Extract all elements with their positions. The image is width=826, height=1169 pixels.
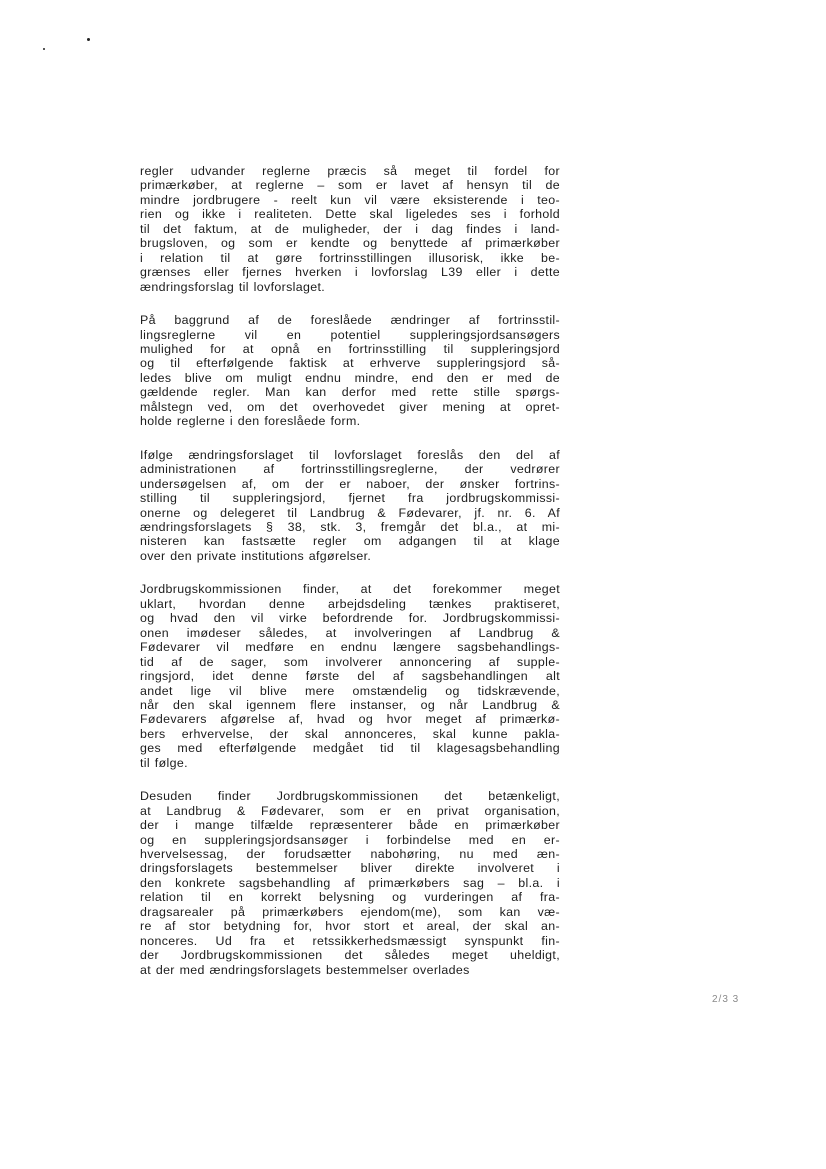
text-line: målstegn ved, om det overhovedet giver mening at opret- (140, 399, 560, 414)
text-line: dragsarealer på primærkøbers ejendom(me), som kan væ- (140, 904, 560, 919)
text-line: brugsloven, og som er kendte og benyttede af primærkøber (140, 236, 560, 251)
text-line: at der med ændringsforslagets bestemmelser overlades (140, 962, 470, 977)
text-line: når den skal igennem flere instanser, og når Landbrug & (140, 697, 560, 712)
paragraph (140, 313, 560, 429)
paragraph (140, 448, 560, 564)
text-line: stilling til suppleringsjord, fjernet fra jordbrugskommissi- (140, 491, 560, 506)
text-line: tid af de sager, som involverer annoncering af supple- (140, 654, 560, 669)
text-line: i relation til at gøre fortrinsstillingen illusorisk, ikke be- (140, 250, 560, 265)
text-line: administrationen af fortrinsstillingsreglerne, der vedrører (140, 462, 560, 477)
text-line: til følge. (140, 755, 188, 770)
text-line: andet lige vil blive mere omstændelig og tidskrævende, (140, 683, 560, 698)
scan-speck (43, 48, 45, 50)
text-line: onen imødeser således, at involveringen af Landbrug & (140, 625, 560, 640)
text-line: På baggrund af de foreslåede ændringer af fortrinsstil- (140, 313, 560, 328)
text-line: grænses eller fjernes hverken i lovforslag L39 eller i dette (140, 265, 560, 280)
scan-speck (87, 38, 90, 41)
text-line: der i mange tilfælde repræsenterer både en primærkøber (140, 818, 560, 833)
text-line: Desuden finder Jordbrugskommissionen det betænkeligt, (140, 789, 560, 804)
text-line: at Landbrug & Fødevarer, som er en privat organisation, (140, 803, 560, 818)
text-line: ges med efterfølgende medgået tid til klagesagsbehandling (140, 741, 560, 756)
paragraph (140, 789, 560, 977)
text-line: Fødevarer vil medføre en endnu længere sagsbehandlings- (140, 640, 560, 655)
text-line: og til efterfølgende faktisk at erhverve suppleringsjord så- (140, 356, 560, 371)
text-line: uklart, hvordan denne arbejdsdeling tænkes praktiseret, (140, 596, 560, 611)
text-line: undersøgelsen af, om der er naboer, der ønsker fortrins- (140, 476, 560, 491)
text-line: Ifølge ændringsforslaget til lovforslaget foreslås den del af (140, 447, 560, 462)
text-line: nonceres. Ud fra et retssikkerhedsmæssigt synspunkt fin- (140, 933, 560, 948)
text-line: til det faktum, at de muligheder, der i dag findes i land- (140, 221, 560, 236)
document-body (140, 164, 560, 996)
text-line: ringsjord, idet denne første del af sagsbehandlingen alt (140, 669, 560, 684)
paragraph (140, 582, 560, 770)
text-line: rien og ikke i realiteten. Dette skal ligeledes ses i forhold (140, 207, 560, 222)
text-line: der Jordbrugskommissionen det således meget uheldigt, (140, 948, 560, 963)
text-line: re af stor betydning for, hvor stort et areal, der skal an- (140, 919, 560, 934)
page-stamp: 2/3 3 (712, 994, 740, 1005)
text-line: onerne og delegeret til Landbrug & Fødevarer, jf. nr. 6. Af (140, 505, 560, 520)
text-line: Fødevarers afgørelse af, hvad og hvor meget af primærkø- (140, 712, 560, 727)
text-line: primærkøber, at reglerne – som er lavet af hensyn til de (140, 178, 560, 193)
text-line: mulighed for at opnå en fortrinsstilling til suppleringsjord (140, 341, 560, 356)
text-line: holde reglerne i den foreslåede form. (140, 414, 361, 429)
text-line: over den private institutions afgørelser. (140, 548, 372, 563)
text-line: ændringsforslagets § 38, stk. 3, fremgår det bl.a., at mi- (140, 519, 560, 534)
text-line: lingsreglerne vil en potentiel suppleringsjordsansøgers (140, 327, 560, 342)
text-line: regler udvander reglerne præcis så meget til fordel for (140, 164, 560, 178)
paragraph (140, 164, 560, 294)
text-line: dringsforslagets bestemmelser bliver direkte involveret i (140, 861, 560, 876)
text-line: nisteren kan fastsætte regler om adgangen til at klage (140, 534, 560, 549)
text-line: ledes blive om muligt endnu mindre, end den er med de (140, 370, 560, 385)
text-line: og hvad den vil virke befordrende for. Jordbrugskommissi- (140, 611, 560, 626)
text-line: relation til en korrekt belysning og vurderingen af fra- (140, 890, 560, 905)
text-line: og en suppleringsjordsansøger i forbindelse med en er- (140, 832, 560, 847)
text-line: ændringsforslag til lovforslaget. (140, 279, 326, 294)
text-line: bers erhvervelse, der skal annonceres, skal kunne pakla- (140, 726, 560, 741)
text-line: den konkrete sagsbehandling af primærkøbers sag – bl.a. i (140, 875, 560, 890)
text-line: hvervelsessag, der forudsætter nabohøring, nu med æn- (140, 847, 560, 862)
text-line: gældende regler. Man kan derfor med rette stille spørgs- (140, 385, 560, 400)
text-line: mindre jordbrugere - reelt kun vil være eksisterende i teo- (140, 192, 560, 207)
text-line: Jordbrugskommissionen finder, at det forekommer meget (140, 582, 560, 597)
